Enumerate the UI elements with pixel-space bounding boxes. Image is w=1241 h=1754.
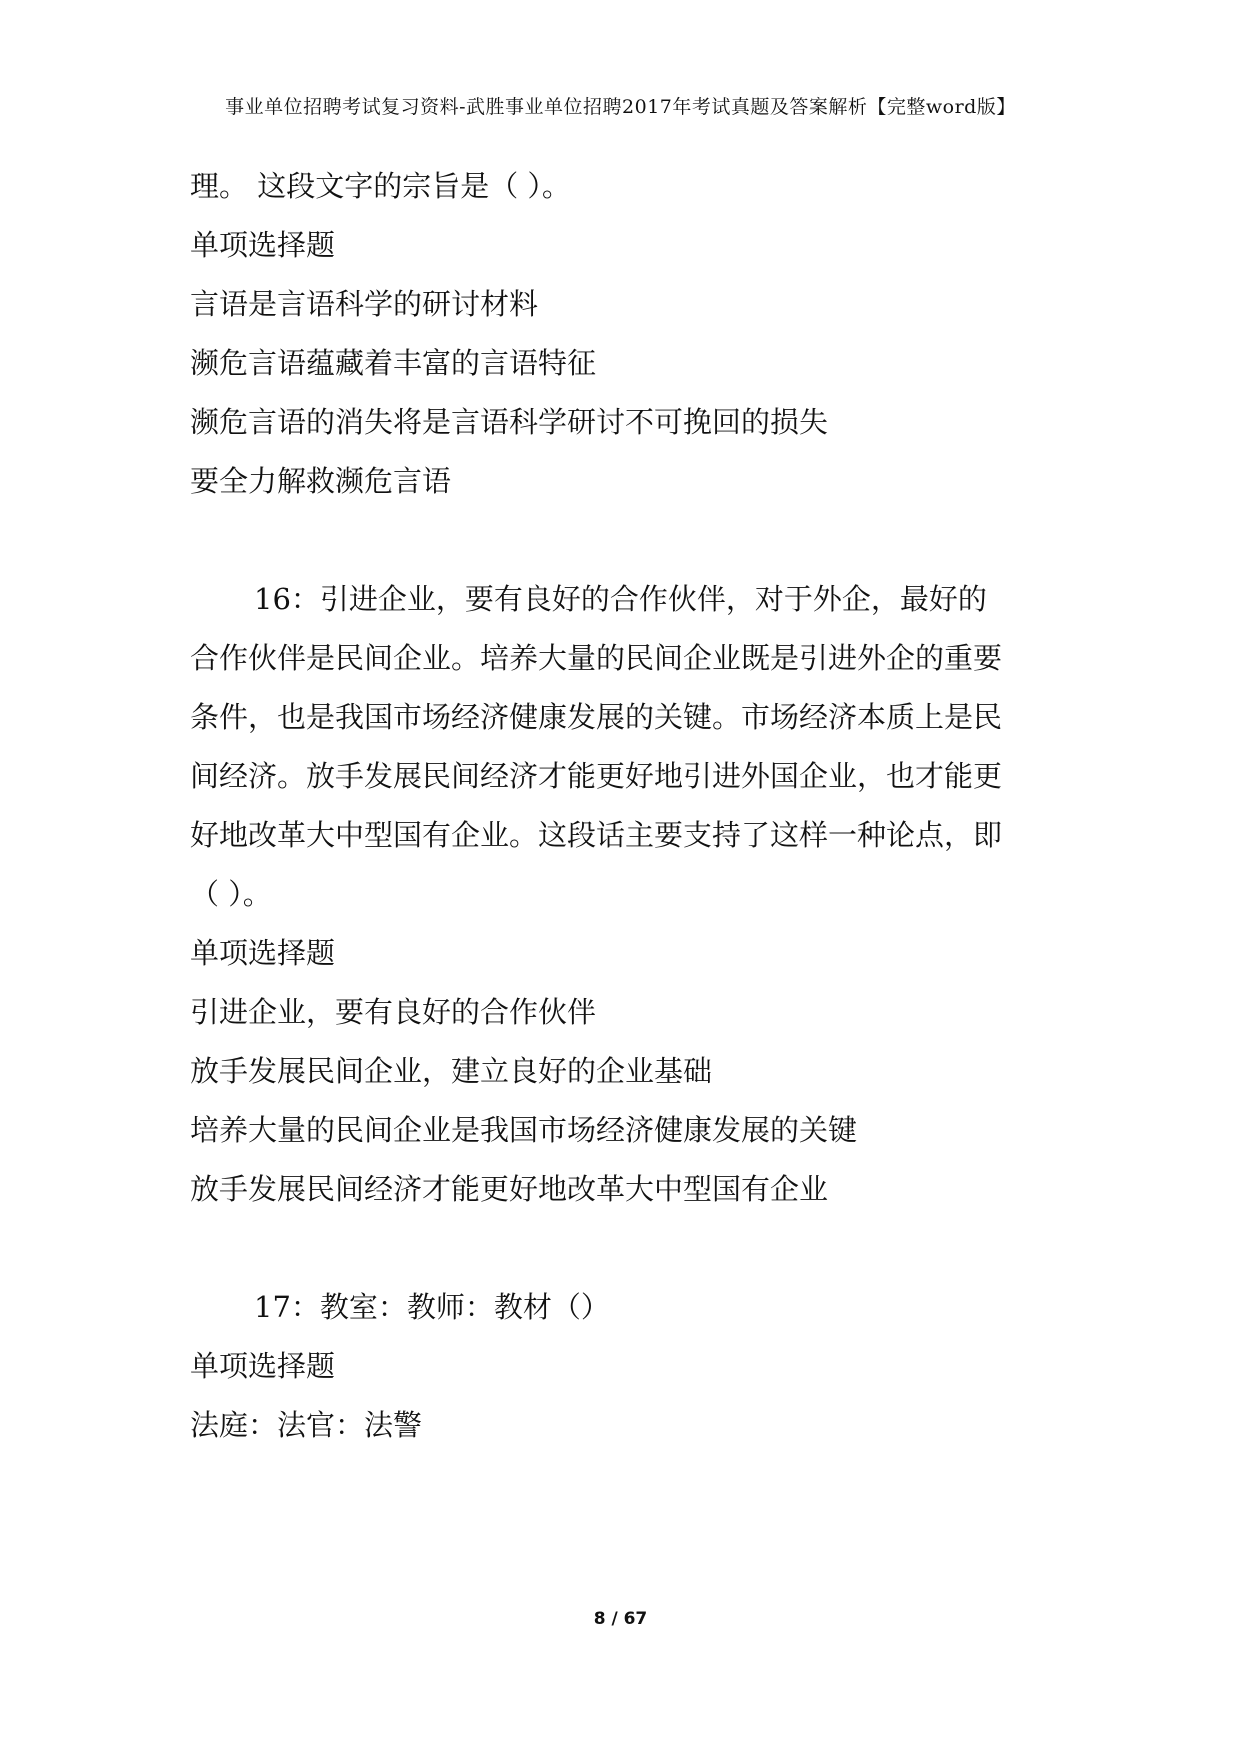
q15-stem-tail: 理。 这段文字的宗旨是（ ）。 bbox=[190, 169, 571, 203]
q16-option-b: 放手发展民间企业，建立良好的企业基础 bbox=[190, 1054, 713, 1088]
q15-option-c: 濒危言语的消失将是言语科学研讨不可挽回的损失 bbox=[190, 405, 829, 439]
q16-option-d: 放手发展民间经济才能更好地改革大中型国有企业 bbox=[190, 1172, 829, 1206]
q17-stem: 17：教室：教师：教材（） bbox=[254, 1290, 610, 1324]
q16-stem-line: 条件，也是我国市场经济健康发展的关键。市场经济本质上是民 bbox=[190, 700, 1003, 734]
document-header: 事业单位招聘考试复习资料-武胜事业单位招聘2017年考试真题及答案解析【完整word版】 bbox=[225, 96, 1016, 118]
q16-stem-line: 16：引进企业，要有良好的合作伙伴，对于外企，最好的 bbox=[254, 582, 987, 616]
q15-option-a: 言语是言语科学的研讨材料 bbox=[190, 287, 539, 321]
q15-type: 单项选择题 bbox=[190, 228, 336, 262]
q15-option-b: 濒危言语蕴藏着丰富的言语特征 bbox=[190, 346, 597, 380]
q16-option-c: 培养大量的民间企业是我国市场经济健康发展的关键 bbox=[190, 1113, 858, 1147]
q16-stem-line: 好地改革大中型国有企业。这段话主要支持了这样一种论点，即 bbox=[190, 818, 1003, 852]
q16-stem-line: （ ）。 bbox=[190, 877, 272, 911]
q16-stem-line: 间经济。放手发展民间经济才能更好地引进外国企业，也才能更 bbox=[190, 759, 1003, 793]
page-number: 8 / 67 bbox=[593, 1609, 648, 1629]
q17-type: 单项选择题 bbox=[190, 1349, 336, 1383]
q17-option-a: 法庭：法官：法警 bbox=[190, 1408, 423, 1442]
q16-stem-line: 合作伙伴是民间企业。培养大量的民间企业既是引进外企的重要 bbox=[190, 641, 1003, 675]
q15-option-d: 要全力解救濒危言语 bbox=[190, 464, 452, 498]
q16-option-a: 引进企业，要有良好的合作伙伴 bbox=[190, 995, 597, 1029]
q16-type: 单项选择题 bbox=[190, 936, 336, 970]
